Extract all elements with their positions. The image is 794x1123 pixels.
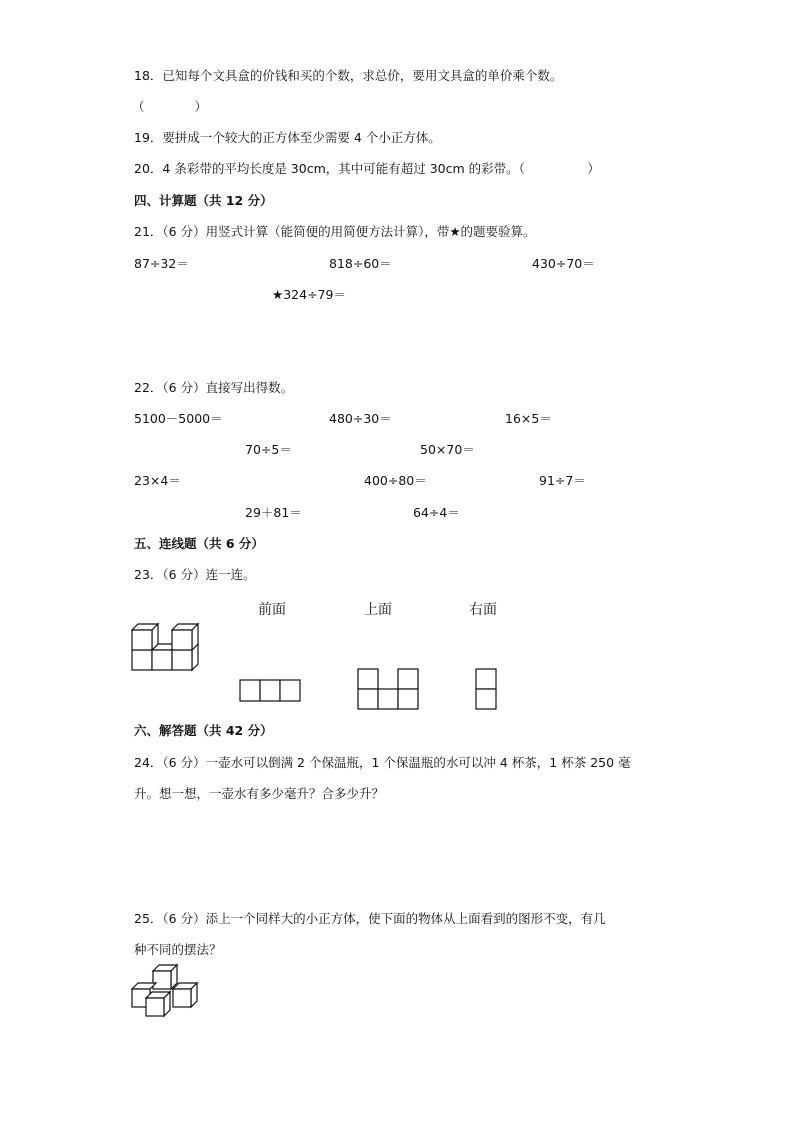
- cube-object-q23: [132, 625, 202, 671]
- question-21: 21．（6 分）用竖式计算（能简便的用简便方法计算），带★的题要验算。: [134, 224, 536, 239]
- question-19: 19．要拼成一个较大的正方体至少需要 4 个小正方体。: [134, 130, 441, 145]
- q21-item-2: 818÷60＝: [329, 256, 392, 271]
- q22-item-1: 5100－5000＝: [134, 411, 223, 426]
- q22-item-9: 29＋81＝: [245, 505, 302, 520]
- section-5-heading: 五、连线题（共 6 分）: [134, 536, 264, 551]
- question-23: 23．（6 分）连一连。: [134, 567, 256, 582]
- q21-item-1: 87÷32＝: [134, 256, 189, 271]
- section-4-heading: 四、计算题（共 12 分）: [134, 193, 273, 208]
- q21-item-3: 430÷70＝: [532, 256, 595, 271]
- view-option-row: [240, 680, 302, 702]
- label-top-view: 上面: [364, 602, 392, 618]
- label-right-view: 右面: [469, 602, 497, 618]
- view-option-u-shape: [358, 669, 420, 711]
- q22-item-6: 23×4＝: [134, 473, 181, 488]
- question-18: 18．已知每个文具盒的价钱和买的个数，求总价，要用文具盒的单价乘个数。: [134, 68, 563, 83]
- q22-item-3: 16×5＝: [505, 411, 552, 426]
- question-25-line-1: 25．（6 分）添上一个同样大的小正方体，使下面的物体从上面看到的图形不变，有几: [134, 911, 606, 926]
- label-front-view: 前面: [258, 602, 286, 618]
- q22-item-2: 480÷30＝: [329, 411, 392, 426]
- q22-item-7: 400÷80＝: [364, 473, 427, 488]
- q22-item-10: 64÷4＝: [413, 505, 460, 520]
- question-25-line-2: 种不同的摆法？: [134, 942, 222, 957]
- question-24-line-1: 24．（6 分）一壶水可以倒满 2 个保温瓶，1 个保温瓶的水可以冲 4 杯茶，1 杯茶 250 毫: [134, 755, 631, 770]
- question-22: 22．（6 分）直接写出得数。: [134, 380, 294, 395]
- view-option-column: [476, 669, 498, 711]
- question-20: 20．4 条彩带的平均长度是 30cm，其中可能有超过 30cm 的彩带。（ ）: [134, 161, 600, 176]
- answer-paren-18: （ ）: [132, 99, 208, 114]
- q21-item-4: ★324÷79＝: [272, 287, 346, 302]
- question-24-line-2: 升。想一想，一壶水有多少毫升？合多少升？: [134, 786, 385, 801]
- q22-item-8: 91÷7＝: [539, 473, 586, 488]
- section-6-heading: 六、解答题（共 42 分）: [134, 723, 273, 738]
- q22-item-5: 50×70＝: [420, 442, 475, 457]
- q22-item-4: 70÷5＝: [245, 442, 292, 457]
- cube-object-q25: [132, 968, 204, 1020]
